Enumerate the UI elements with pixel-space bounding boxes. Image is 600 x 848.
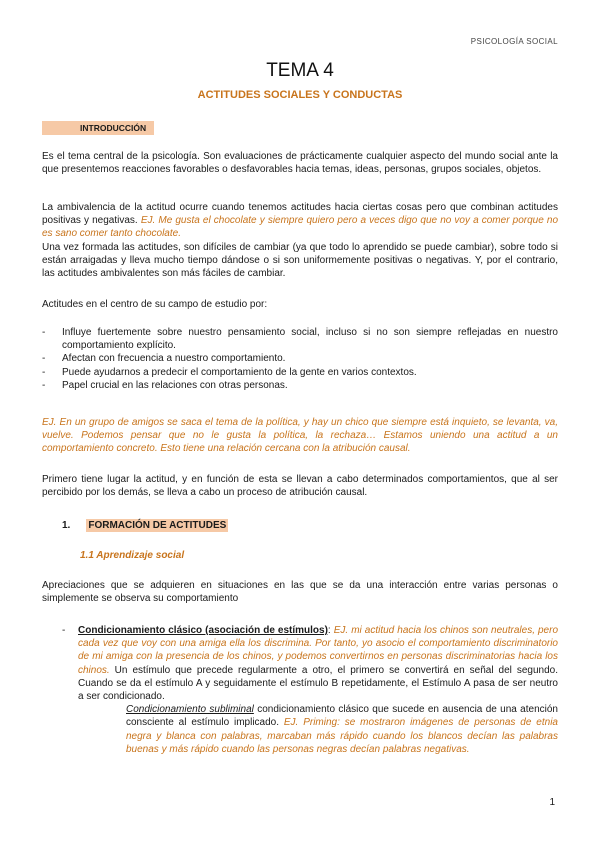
list-item: - Afectan con frecuencia a nuestro comportamiento. xyxy=(42,352,558,365)
list-item: - Puede ayudarnos a predecir el comportamiento de la gente en varios contextos. xyxy=(42,366,558,379)
section-1-1-heading: 1.1 Aprendizaje social xyxy=(80,550,185,561)
classical-conditioning-term: Condicionamiento clásico (asociación de estímulos) xyxy=(78,625,328,636)
term-colon: : xyxy=(327,625,334,636)
subliminal-example: EJ. Priming: se mostraron imágenes de personas de etnia negra y blanca con palabras, marcaban más rápido cuando los blancos decían las palabras buenas y más rápido cuando las personas negras decían palabras negativas. xyxy=(126,717,558,755)
ambivalence-example: EJ. Me gusta el chocolate y siempre quiero pero a veces digo que no voy a comer porque no es sano comer tanto chocolate. xyxy=(42,215,558,240)
politics-example: EJ. En un grupo de amigos se saca el tema de la política, y hay un chico que siempre está inquieto, se levanta, va, vuelve. Podemos pensar que no le gusta la política, la rechaza… Estamos uniendo una actitud a un comportamiento concreto. Esto tiene una relación cercana con la atribución causal. xyxy=(42,417,558,455)
section-1-heading xyxy=(62,520,228,531)
classical-conditioning-example: EJ. mi actitud hacia los chinos son neutrales, pero cada vez que voy con una amiga ella los discrimina. Por tanto, yo asocio el comportamiento discriminatorio de mi amiga con la presencia de los chinos, y podemos convertirnos en personas discriminatorias hacia los chinos. xyxy=(78,625,559,676)
section-1-label: FORMACIÓN DE ACTITUDES xyxy=(88,520,227,531)
ambivalence-text: La ambivalencia de la actitud ocurre cuando tenemos actitudes hacia ciertas cosas pero que combinan actitudes positivas y negativas. xyxy=(42,202,558,227)
page-subtitle: ACTITUDES SOCIALES Y CONDUCTAS xyxy=(197,89,403,101)
classical-conditioning-text xyxy=(78,624,558,756)
subliminal-conditioning xyxy=(126,703,558,756)
intro-heading: INTRODUCCIÓN xyxy=(80,123,147,133)
reasons-list-wrap xyxy=(42,326,558,392)
classical-conditioning-item xyxy=(42,624,558,756)
reasons-list xyxy=(42,326,558,392)
list-dash: - xyxy=(62,625,66,636)
list-item: - Papel crucial en las relaciones con otras personas. xyxy=(42,379,558,392)
classical-conditioning-definition: Un estímulo que precede regularmente a otro, el primero se convertirá en señal del segundo. Cuando se da el estímulo A y seguidamente el estímulo B repetidamente, el Estímulo A pasa de ser neutro a ser condicionado. xyxy=(78,664,558,703)
list-item: - Influye fuertemente sobre nuestro pensamiento social, incluso si no son siempre reflejadas en nuestro comportamiento explícito. xyxy=(42,326,558,352)
section-1-intro: Apreciaciones que se adquieren en situaciones en las que se da una interacción entre varias personas o simplemente se observa su comportamiento xyxy=(42,580,558,605)
section-1-number: 1. xyxy=(62,520,71,531)
page-number: 1 xyxy=(549,797,555,808)
page-title: TEMA 4 xyxy=(266,60,334,81)
intro-paragraph-1: Es el tema central de la psicología. Son evaluaciones de prácticamente cualquier aspecto del mundo social ante la que presentemos reacciones favorables o desfavorables hacia temas, ideas, personas, grupos sociales, objetos. xyxy=(42,151,558,176)
intro-paragraph-3: Una vez formada las actitudes, son difíciles de cambiar (ya que todo lo aprendido se puede cambiar), sobre todo si están arraigadas y lleva mucho tiempo dándose o si son uniformemente positivas o negativas. Y, por el contrario, las actitudes ambivalentes son más fáciles de cambiar. xyxy=(42,242,558,280)
subliminal-definition: condicionamiento clásico que sucede en ausencia de una atención consciente al estímulo implicado. xyxy=(126,704,558,729)
intro-paragraph-4: Actitudes en el centro de su campo de estudio por: xyxy=(42,299,268,310)
intro-paragraph-5: Primero tiene lugar la actitud, y en función de esta se llevan a cabo determinados comportamientos, que al ser percibido por los demás, se lleva a cabo un proceso de atribución causal. xyxy=(42,474,558,499)
subliminal-term: Condicionamiento subliminal xyxy=(126,704,254,716)
intro-paragraph-2 xyxy=(42,201,558,241)
running-header: PSICOLOGÍA SOCIAL xyxy=(470,37,558,46)
